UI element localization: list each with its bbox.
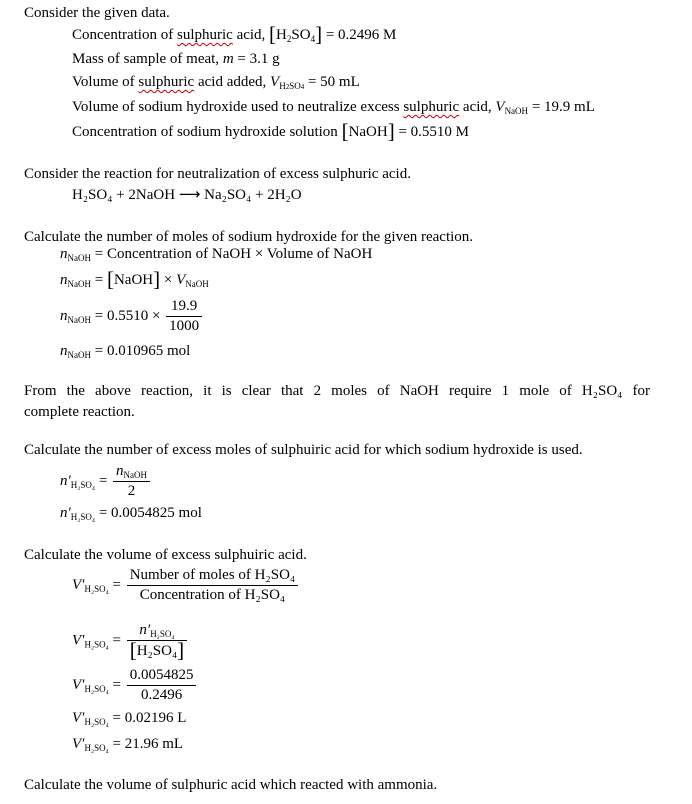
reaction-arrow: ⟶	[178, 185, 201, 203]
moles-naoh-intro: Calculate the number of moles of sodium hydroxide for the given reaction.	[24, 229, 474, 245]
volume-eq1: $V'_{H_2SO_4}$ = $\frac{\text{Number of moles of H₂SO₄}}{\text{Concentration of H₂SO₄}}$	[72, 567, 300, 604]
given-acid-volume: Volume of sulphuric acid added, $V_{H2SO4} = 50$ mL	[72, 74, 360, 91]
volume-eq4: $V'_{H_2SO_4} = 0.02196$ L	[72, 710, 187, 727]
volume-intro: Calculate the volume of excess sulphuiric acid.	[24, 547, 307, 563]
excess-moles-intro: Calculate the number of excess moles of sulphuiric acid for which sodium hydroxide is used.	[24, 442, 583, 458]
excess-moles-eq1: $n'_{H_2SO_4}$ = $\frac{n_{NaOH}}{2}$	[60, 463, 152, 500]
given-naoh-volume: Volume of sodium hydroxide used to neutralize excess sulphuric acid, $V_{NaOH} = 19.9$ mL	[72, 99, 595, 116]
moles-naoh-eq1: $n_{NaOH}$ = Concentration of NaOH × Volume of NaOH	[60, 246, 373, 263]
given-meat-mass: Mass of sample of meat, m = 3.1 g	[72, 51, 280, 67]
reaction-intro: Consider the reaction for neutralization of excess sulphuric acid.	[24, 166, 411, 182]
moles-naoh-eq3: $n_{NaOH} = 0.5510$ × $\frac{19.9}{1000}$	[60, 298, 204, 335]
volume-eq5: $V'_{H_2SO_4} = 21.96$ mL	[72, 736, 184, 753]
ratio-paragraph-line1: From the above reaction, it is clear that 2 moles of NaOH require 1 mole of H₂SO₄ for	[24, 383, 650, 399]
moles-naoh-eq4: $n_{NaOH} = 0.010965$ mol	[60, 343, 191, 360]
final-intro: Calculate the volume of sulphuric acid which reacted with ammonia.	[24, 777, 438, 793]
reaction-equation: H₂SO₄ + 2NaOH ⟶ Na₂SO₄ + 2H₂O	[72, 185, 302, 203]
data-intro: Consider the given data.	[24, 5, 170, 21]
volume-eq3: $V'_{H_2SO_4}$ = $\frac{0.0054825}{0.2496}$	[72, 667, 198, 704]
ratio-paragraph-line2: complete reaction.	[24, 404, 135, 420]
given-naoh-concentration: Concentration of sodium hydroxide solution [NaOH] = 0.5510 M	[72, 119, 470, 143]
given-acid-concentration: Concentration of sulphuric acid, $[H_2SO_4] = 0.2496$ M	[72, 22, 397, 46]
excess-moles-eq2: $n'_{H_2SO_4} = 0.0054825$ mol	[60, 505, 202, 522]
moles-naoh-eq2: $n_{NaOH}$ = [NaOH] × $V_{NaOH}$	[60, 267, 209, 291]
volume-eq2: $V'_{H_2SO_4}$ = $\frac{n'_{H_2SO_4}}{\text{[H₂SO₄]}}$	[72, 622, 189, 660]
